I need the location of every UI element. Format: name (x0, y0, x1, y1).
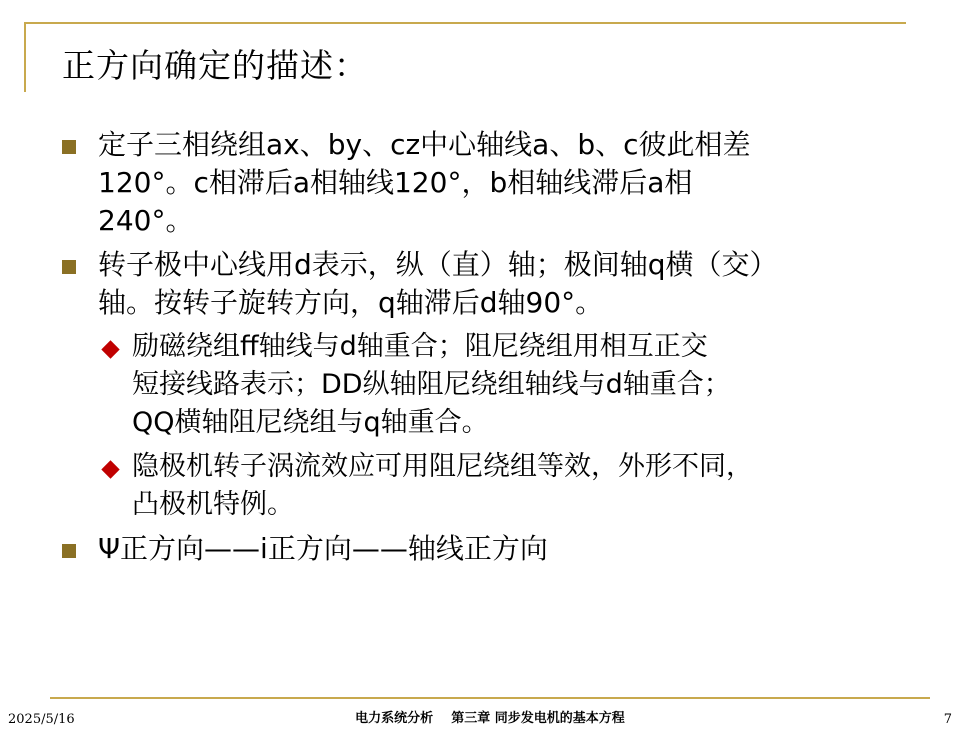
bullet-line: 短接线路表示；DD纵轴阻尼绕组轴线与d轴重合； (132, 369, 731, 400)
bullet-line: 凸极机特例。 (132, 489, 294, 520)
bullet-line: 240°。 (98, 204, 194, 237)
bullet-line: QQ横轴阻尼绕组与q轴重合。 (132, 407, 489, 438)
bullet-line: 转子极中心线用d表示，纵（直）轴；极间轴q横（交） (98, 248, 778, 281)
bullet-item-1 (62, 126, 962, 240)
square-bullet-icon (62, 544, 76, 558)
bullet-line: 120°。c相滞后a相轴线120°，b相轴线滞后a相 (98, 166, 693, 199)
diamond-bullet-icon (101, 460, 119, 478)
square-bullet-icon (62, 140, 76, 154)
footer-title: 电力系统分析 第三章 同步发电机的基本方程 (355, 711, 625, 726)
bullet-line: 定子三相绕组ax、by、cz中心轴线a、b、c彼此相差 (98, 128, 751, 161)
page-number: 7 (943, 712, 952, 727)
slide-title: 正方向确定的描述： (62, 46, 368, 85)
sub-bullet-item-2 (102, 448, 962, 524)
diamond-bullet-icon (101, 340, 119, 358)
bullet-line: 轴。按转子旋转方向，q轴滞后d轴90°。 (98, 286, 604, 319)
left-divider (24, 22, 26, 92)
bullet-item-3 (62, 530, 962, 568)
slide-content (62, 126, 962, 574)
top-divider (24, 22, 906, 24)
footer-date: 2025/5/16 (8, 712, 75, 727)
bullet-line: 励磁绕组ff轴线与d轴重合；阻尼绕组用相互正交 (132, 331, 708, 362)
bullet-line: Ψ正方向——i正方向——轴线正方向 (98, 532, 548, 565)
bullet-item-2 (62, 246, 962, 322)
bottom-divider (50, 697, 930, 699)
square-bullet-icon (62, 260, 76, 274)
bullet-line: 隐极机转子涡流效应可用阻尼绕组等效，外形不同， (132, 451, 753, 482)
sub-bullet-item-1 (102, 328, 962, 442)
